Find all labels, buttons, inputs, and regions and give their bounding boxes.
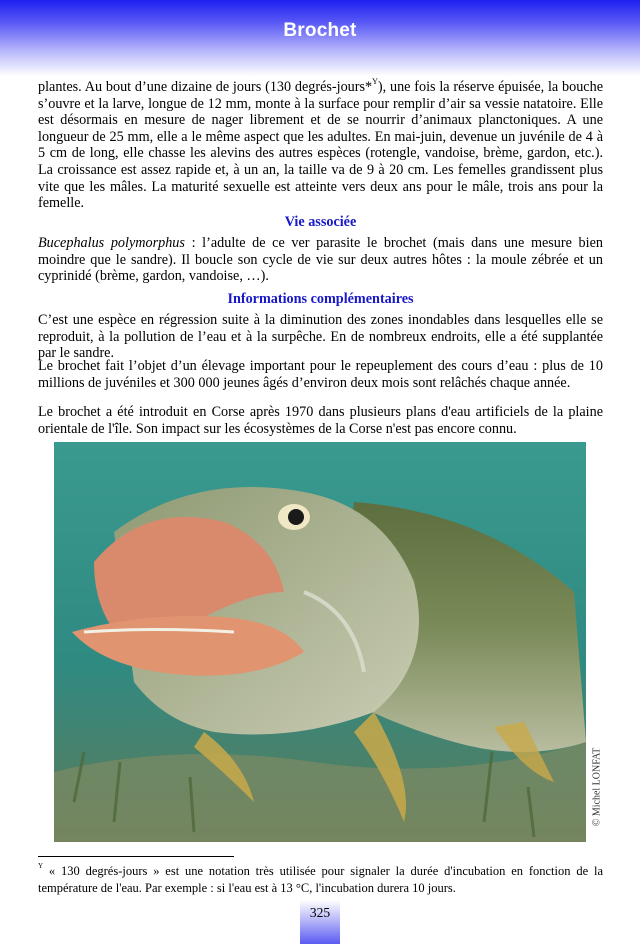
footnote	[38, 863, 603, 897]
photo-credit-area	[586, 442, 608, 842]
footnote-reference[interactable]: Y	[372, 77, 378, 87]
section-heading-informations: Informations complémentaires	[227, 291, 414, 307]
paragraph-text: : l’adulte de ce ver parasite le brochet (mais dans une mesure bien moindre que le sandre). Il boucle son cycle de vie sur deux autres hôtes : la moule zébrée et un cyprinidé (brème, gardon, vandoise, …).	[38, 235, 603, 285]
paragraph-text: ), une fois la réserve épuisée, la bouche s’ouvre et la larve, longue de 12 mm, monte à la surface pour remplir d’air sa vessie natatoire. Elle est désormais en mesure de nager librement et de se nourrir d’animaux planctoniques. A une longueur de 25 mm, elle a le même aspect que les adultes. En mai-juin, devenue un juvénile de 4 à 5 cm de long, elle chasse les alevins des autres espèces (rotengle, vandoise, brème, gardon, etc.). La croissance est assez rapide et, à un an, la taille va de 9 à 20 cm. Les femelles grandissent plus vite que les mâles. La maturité sexuelle est atteinte vers deux ans pour le mâle, trois ans pour la femelle.	[38, 79, 603, 212]
paragraph-text: plantes. Au bout d’une dizaine de jours (130 degrés-jours*	[38, 79, 373, 95]
page-number: 325	[309, 905, 331, 920]
footnote-marker: Y	[38, 861, 44, 870]
photo-credit: © Michel LONFAT	[591, 747, 603, 827]
page-number-tab	[300, 900, 340, 944]
page-header-banner	[0, 0, 640, 76]
body-paragraph-development	[38, 79, 603, 212]
pike-illustration	[54, 442, 586, 842]
section-heading-vie-associee: Vie associée	[284, 214, 357, 230]
page-title: Brochet	[283, 20, 357, 41]
body-paragraph-corse: Le brochet a été introduit en Corse après 1970 dans plusieurs plans d'eau artificiels de la plaine orientale de l'île. Son impact sur les écosystèmes de la Corse n'est pas encore connu.	[38, 404, 603, 437]
body-paragraph-parasite	[38, 235, 603, 285]
body-paragraph-elevage: Le brochet fait l’objet d’un élevage important pour le repeuplement des cours d’eau : plus de 10 millions de juvéniles et 300 000 jeunes âgés d’environ deux mois sont relâchés chaque année.	[38, 358, 603, 391]
pike-photo	[54, 442, 586, 842]
body-paragraph-regression: C’est une espèce en régression suite à la diminution des zones inondables dans lesquelles elle se reproduit, à la pollution de l’eau et à la surpêche. En de nombreux endroits, elle a été supplantée par le sandre.	[38, 312, 603, 362]
footnote-text: « 130 degrés-jours » est une notation très utilisée pour signaler la durée d'incubation en fonction de la température de l'eau. Par exemple : si l'eau est à 13 °C, l'incubation durera 10 jours.	[38, 864, 603, 895]
species-name: Bucephalus polymorphus	[38, 235, 185, 251]
footnote-separator	[38, 856, 234, 857]
